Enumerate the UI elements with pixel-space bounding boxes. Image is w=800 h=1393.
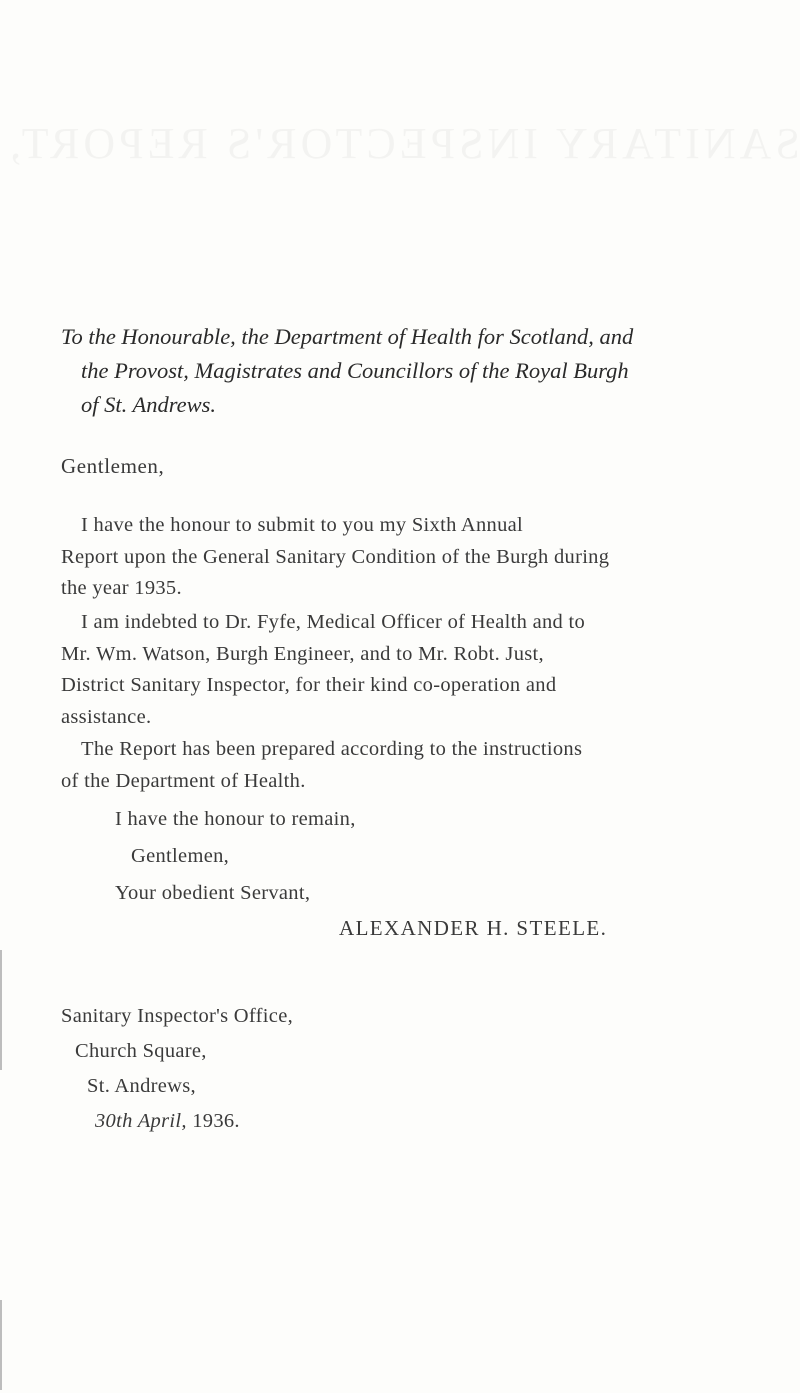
paragraph-instructions bbox=[61, 734, 741, 797]
salutation: Gentlemen, bbox=[61, 454, 165, 478]
address-block bbox=[61, 320, 751, 422]
address-line: of St. Andrews. bbox=[81, 392, 217, 417]
paragraph-line: the year 1935. bbox=[61, 577, 182, 599]
address-line: To the Honourable, the Department of Health for Scotland, and bbox=[61, 324, 634, 349]
office-address-line: St. Andrews, bbox=[87, 1075, 196, 1097]
date-day-month: 30th April, bbox=[95, 1110, 187, 1132]
paragraph-report bbox=[61, 510, 741, 605]
paragraph-line: Mr. Wm. Watson, Burgh Engineer, and to Mr. Robt. Just, bbox=[61, 642, 544, 665]
closing-line: Your obedient Servant, bbox=[115, 882, 311, 904]
paragraph-line: Report upon the General Sanitary Condition of the Burgh during bbox=[61, 545, 610, 568]
paragraph-line: District Sanitary Inspector, for their kind co-operation and bbox=[61, 674, 557, 696]
signature-name: ALEXANDER H. STEELE. bbox=[339, 916, 608, 940]
bleed-through-text bbox=[0, 118, 800, 169]
scan-edge-mark bbox=[0, 950, 2, 1070]
bleed-through-area bbox=[0, 0, 800, 260]
paragraph-line: of the Department of Health. bbox=[61, 769, 306, 792]
office-address-line: Sanitary Inspector's Office, bbox=[61, 1005, 294, 1027]
paragraph-line: I have the honour to submit to you my Sixth Annual bbox=[81, 514, 524, 536]
closing-line: Gentlemen, bbox=[131, 845, 230, 867]
paragraph-line: The Report has been prepared according to the instructions bbox=[81, 738, 583, 760]
paragraph-line: assistance. bbox=[61, 705, 152, 728]
scan-edge-mark bbox=[0, 1300, 2, 1390]
letter-date bbox=[95, 1110, 240, 1133]
paragraph-acknowledgement bbox=[61, 607, 741, 733]
date-year: 1936. bbox=[192, 1110, 240, 1132]
closing-line: I have the honour to remain, bbox=[115, 808, 356, 830]
address-line: the Provost, Magistrates and Councillors of the Royal Burgh bbox=[81, 358, 629, 383]
office-address-line: Church Square, bbox=[75, 1040, 207, 1062]
paragraph-line: I am indebted to Dr. Fyfe, Medical Officer of Health and to bbox=[81, 611, 586, 633]
